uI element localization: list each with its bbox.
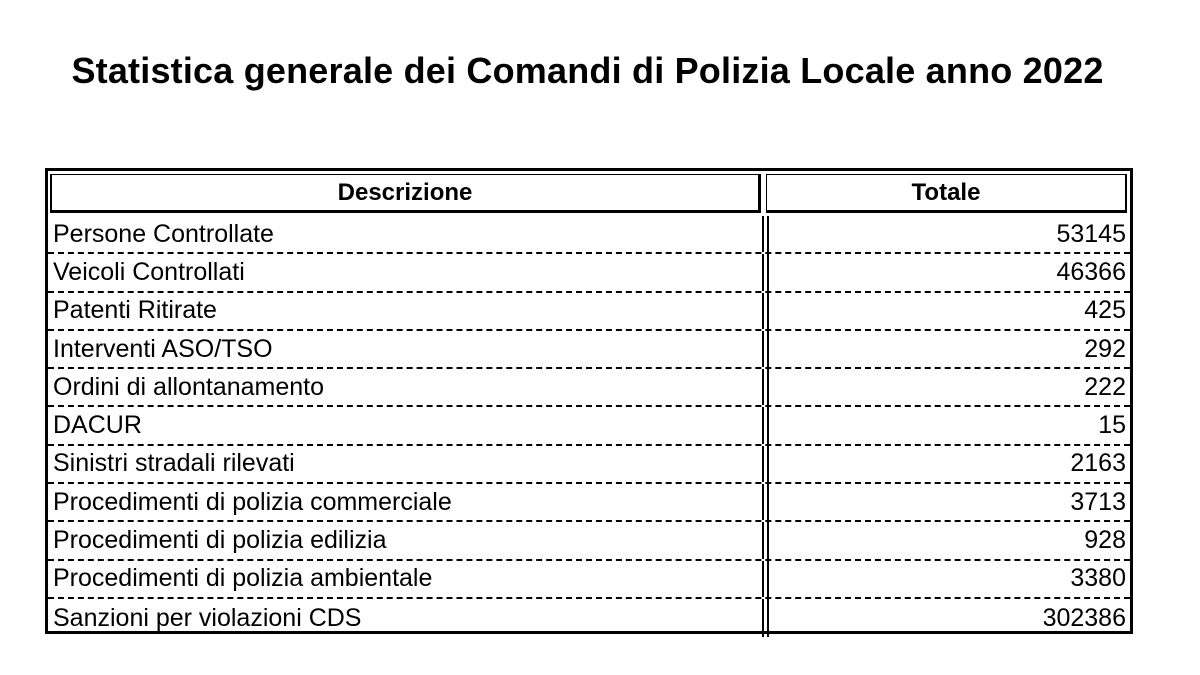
cell-total: 2163 <box>767 446 1130 482</box>
table-body <box>48 216 1130 637</box>
table-header-row <box>48 171 1130 216</box>
cell-description: Patenti Ritirate <box>48 293 764 329</box>
table-row <box>48 446 1130 484</box>
cell-total: 15 <box>767 407 1130 443</box>
cell-total: 292 <box>767 331 1130 367</box>
cell-total: 302386 <box>767 599 1130 637</box>
table-row <box>48 254 1130 292</box>
cell-description: Veicoli Controllati <box>48 254 764 290</box>
column-header-description: Descrizione <box>50 174 761 213</box>
table-row <box>48 293 1130 331</box>
cell-description: Sinistri stradali rilevati <box>48 446 764 482</box>
cell-description: Procedimenti di polizia ambientale <box>48 561 764 597</box>
cell-total: 46366 <box>767 254 1130 290</box>
column-header-total: Totale <box>766 174 1127 213</box>
table-row <box>48 599 1130 637</box>
cell-description: Procedimenti di polizia commerciale <box>48 484 764 520</box>
cell-total: 222 <box>767 369 1130 405</box>
table-row <box>48 369 1130 407</box>
statistics-table <box>45 168 1133 634</box>
page-title: Statistica generale dei Comandi di Polizia Locale anno 2022 <box>71 50 1104 91</box>
table-row <box>48 561 1130 599</box>
cell-description: Procedimenti di polizia edilizia <box>48 522 764 558</box>
cell-total: 425 <box>767 293 1130 329</box>
cell-description: Sanzioni per violazioni CDS <box>48 599 764 637</box>
cell-description: Persone Controllate <box>48 216 764 252</box>
cell-total: 53145 <box>767 216 1130 252</box>
cell-description: Interventi ASO/TSO <box>48 331 764 367</box>
table-row <box>48 216 1130 254</box>
table-row <box>48 331 1130 369</box>
cell-total: 928 <box>767 522 1130 558</box>
cell-description: Ordini di allontanamento <box>48 369 764 405</box>
table-row <box>48 522 1130 560</box>
table-row <box>48 484 1130 522</box>
cell-description: DACUR <box>48 407 764 443</box>
table-row <box>48 407 1130 445</box>
cell-total: 3380 <box>767 561 1130 597</box>
cell-total: 3713 <box>767 484 1130 520</box>
